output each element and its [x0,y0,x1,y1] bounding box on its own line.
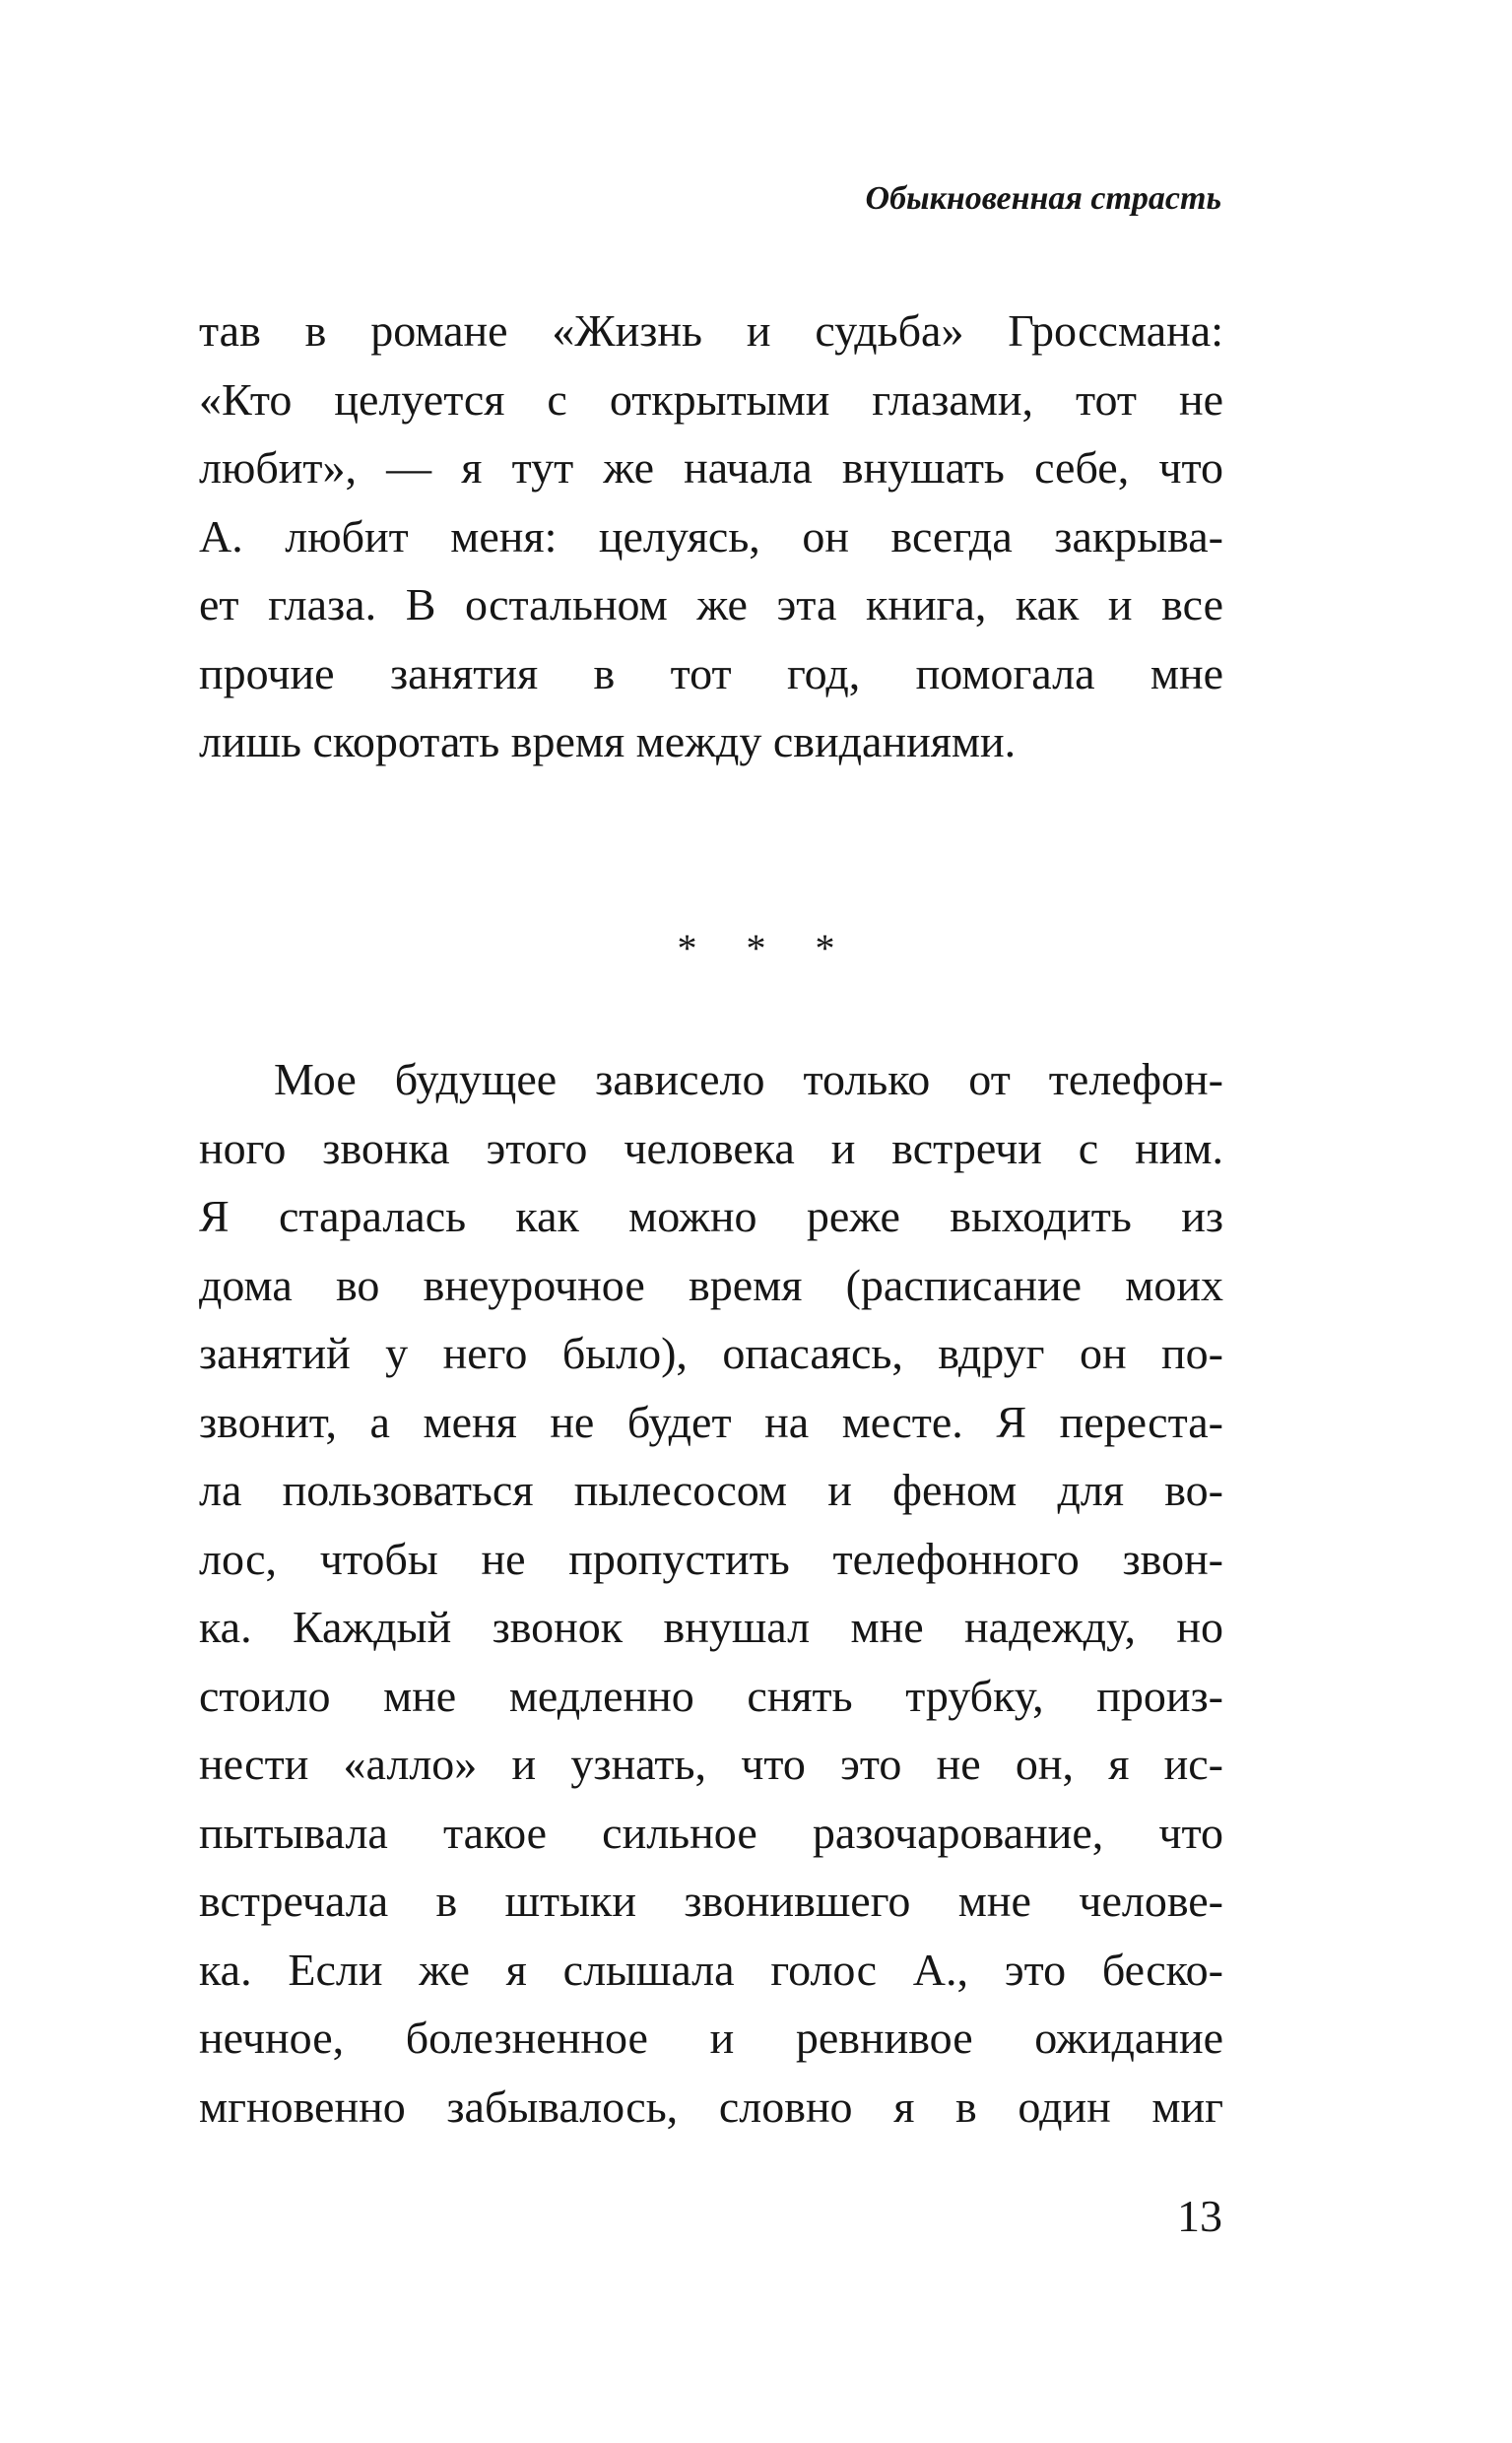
text-line: дома во внеурочное время (расписание моих [199,1259,1223,1310]
text-line: звонит, а меня не будет на месте. Я переста- [199,1396,1223,1447]
text-line: ного звонка этого человека и встречи с ним. [199,1122,1223,1173]
text-line: встречала в штыки звонившего мне челове- [199,1876,1223,1926]
text-line: Я старалась как можно реже выходить из [199,1191,1223,1241]
text-line: лос, чтобы не пропустить телефонного звон- [199,1533,1223,1584]
text-line: ла пользоваться пылесосом и феном для во- [199,1465,1223,1515]
text-line: занятий у него было), опасаясь, вдруг он по- [199,1328,1223,1378]
text-line: А. любит меня: целуясь, он всегда закрыва- [199,510,1223,561]
text-line: ка. Если же я слышала голос А., это беско- [199,1944,1223,1995]
text-line: нечное, болезненное и ревнивое ожидание [199,2013,1223,2063]
page-number: 13 [1177,2191,1222,2241]
running-head-title: Обыкновенная страсть [865,180,1221,217]
text-line: «Кто целуется с открытыми глазами, тот не [199,373,1223,425]
text-line: любит», — я тут же начала внушать себе, что [199,442,1223,493]
text-line: Мое будущее зависело только от телефон- [274,1054,1223,1104]
paragraph-continuation [199,297,1223,776]
text-line: ет глаза. В остальном же эта книга, как и все [199,579,1223,629]
text-line: мгновенно забывалось, словно я в один миг [199,2080,1223,2132]
text-line: тав в романе «Жизнь и судьба» Гроссмана: [199,305,1223,356]
text-line: прочие занятия в тот год, помогала мне [199,647,1223,698]
section-separator: * * * [677,926,855,970]
paragraph-body [199,1045,1223,2141]
text-line: ка. Каждый звонок внушал мне надежду, но [199,1602,1223,1652]
text-line: пытывала такое сильное разочарование, что [199,1807,1223,1858]
text-line: лишь скоротать время между свиданиями. [199,716,1017,766]
text-line: нести «алло» и узнать, что это не он, я ис- [199,1739,1223,1789]
text-line: стоило мне медленно снять трубку, произ- [199,1670,1223,1721]
